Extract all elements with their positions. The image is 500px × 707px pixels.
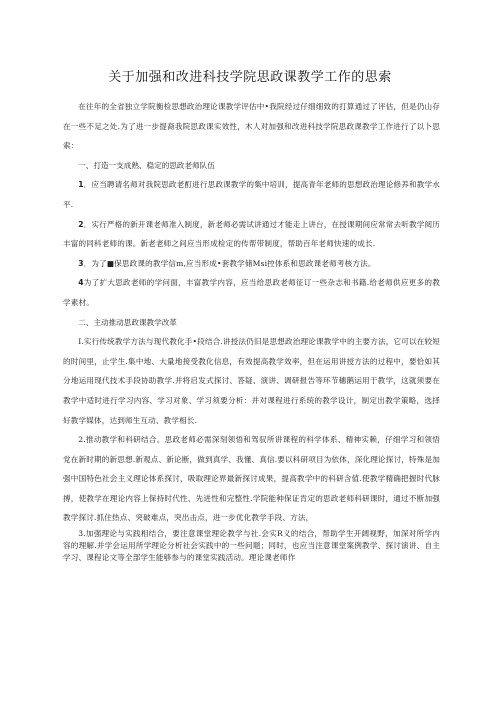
paragraph-3	[63, 254, 440, 274]
paragraph-text: 为了扩大思政老师的学问面，丰富教学内容，应当给思政老师征订一些杂志和书籍.给老师供应更多的教学素材。	[63, 278, 440, 307]
paragraph-5: I.实行传统教学方法与现代教化手•段结合.讲授法仍旧是思想政治理论课教学中的主要方法，它可以在较短的时间里，止学生.集中地、大量地接受教化信息，有效提高教学效率，但在运用讲授方法的过程中，要恰如其分地运用现代技术手段协助教学.并将启发式探讨、答疑、演讲、调研报告等环节穗鹅运用于教学，这就须要在教学中适时进行学习内容、学习对象、学习须要分析：并对课程进行系统的教学设计，制定出教学策略，选择好教学媒体，达到师生互动、教学相长.	[63, 337, 440, 425]
document-title: 关于加强和改进科技学院思政课教学工作的思索	[108, 70, 392, 85]
intro-paragraph: 在往年的全省独立学院衡检思想政治理论课教学评估中•我院经过仔细细致的打算通过了评估，但是仍山存在一些不足之处.为了进一步提裔我院思政课实效性，木人对加强和改进科技学院思政课教学工作进行了以卜思索：	[63, 102, 440, 151]
paragraph-6: 2.推动教学和科研结合。思政老师必需深刻领悟和驾驭所讲课程的科学体系、精神实赖，仔细学习和领悟党在新时期的新思想.新观点、新论断，做到真学、我懂、真信.要以科研项目为依体，深化理论探讨，特殊是加强中国特色社会主义理论体系探讨，吸取理论界最新探讨成果，提高教学中的科研含值.使教学精确把握时代脉搏，使教学在理论内容上保持时代性、先进性和完整性.学院能种保证肯定的思政老师科研课时，通过不断加强教学探讨.抓住热点、突破难点，突出击点，进一步优化教学手段、方法，	[63, 435, 440, 523]
paragraph-2	[63, 215, 440, 254]
section-heading-1: 一、打造一支成熟、稳定的思政老师队伍	[78, 160, 215, 170]
section-heading-2: 二、主动推动思政课教学改革	[78, 317, 177, 327]
paragraph-1	[63, 175, 440, 214]
item-number: 2	[78, 219, 84, 229]
paragraph-text: ．为了■保思政课的教学信m,应当形成•套教学储Msi控体系和思政课老师考核方法。	[83, 258, 376, 268]
paragraph-7: 3.加强理论与实践相结合，要注意课堂理论教学与社.会实R义的结合，帮助学生开阔视野，加深对所学内容的理解.并学会运用所学理论分析社会实践中的一些问题；同时，也应当注意课堂案例教学、探讨演讲、自主学习、课程论文等全部学生能够参与的课堂实践活动。理论课老师作	[63, 529, 440, 563]
item-number: 4	[78, 278, 84, 288]
paragraph-text: ．实行严格的新开课老师准入制度，新老师必需试讲通过才能走上讲台，在授课期间应常常去听教学阅历丰富的同科老师的课。新老老师之间应当形成检定的传帮带制度，帮助百年老师快速的成长.	[63, 219, 440, 249]
paragraph-4	[63, 273, 440, 312]
item-number: 1	[78, 180, 84, 190]
paragraph-text: ．应当聘请名师对我院思政老酊进行思政课教学的集中培训，提高青年老师的思想政治理论修养和教学水平.	[63, 180, 440, 209]
item-number: 3	[78, 258, 84, 268]
document-body	[63, 97, 440, 564]
